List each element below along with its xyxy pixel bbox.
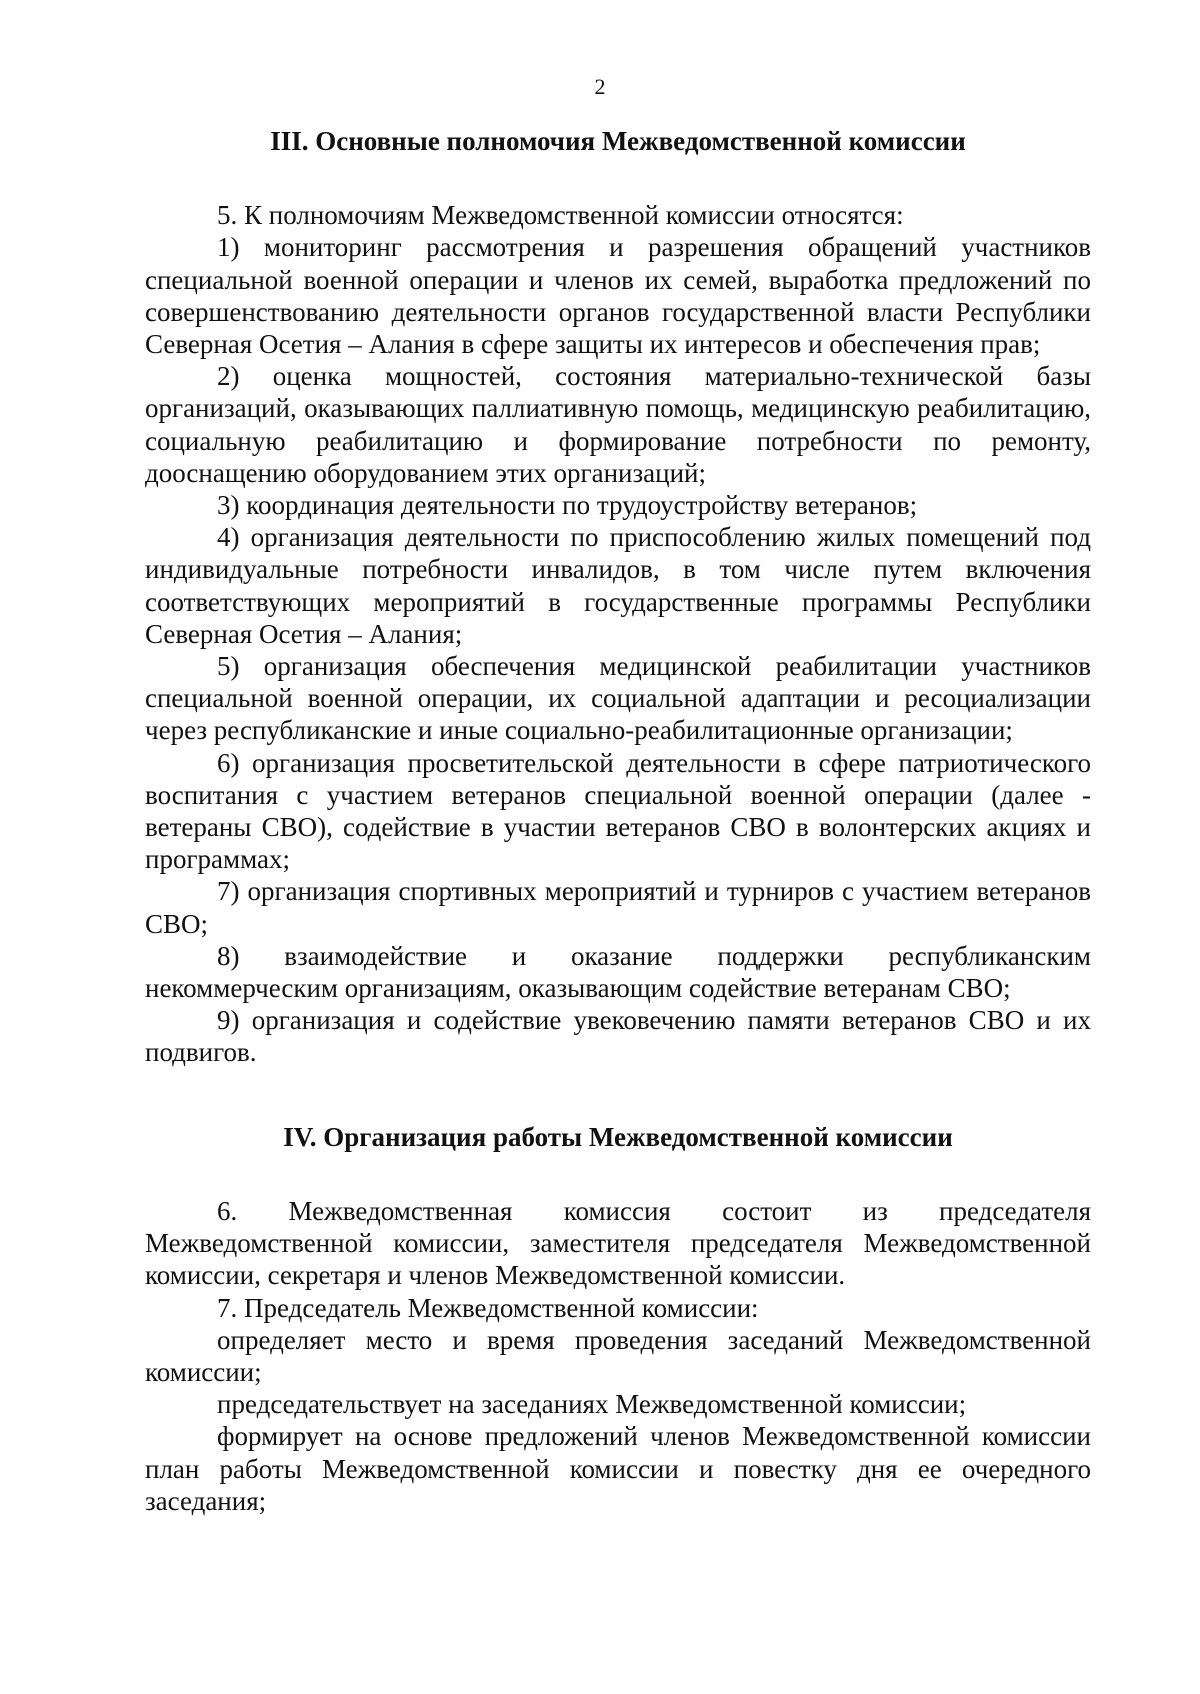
- list-item-powers-6: 6) организация просветительской деятельности в сфере патриотического воспитания с участием ветеранов специальной военной операции (далее - ветераны СВО), содействие в участии ветеранов СВО в волонтерских акциях и программах;: [145, 747, 1091, 875]
- list-item-powers-8: 8) взаимодействие и оказание поддержки республиканским некоммерческим организациям, оказывающим содействие ветеранам СВО;: [145, 940, 1091, 1004]
- list-item-chairman-2: председательствует на заседаниях Межведомственной комиссии;: [217, 1389, 967, 1420]
- list-item-powers-4: 4) организация деятельности по приспособлению жилых помещений под индивидуальные потребности инвалидов, в том числе путем включения соответствующих мероприятий в государственные программы Республики Северная Осетия – Алания;: [145, 522, 1091, 649]
- list-item-powers-1: 1) мониторинг рассмотрения и разрешения обращений участников специальной военной операции и членов их семей, выработка предложений по совершенствованию деятельности органов государственной власти Республики Северная Осетия – Алания в сфере защиты их интересов и обеспечения прав;: [145, 232, 1091, 360]
- section-heading-organization: IV. Организация работы Межведомственной комиссии: [283, 1121, 953, 1152]
- paragraph-chairman-intro: 7. Председатель Межведомственной комиссии:: [217, 1292, 759, 1323]
- list-item-powers-5: 5) организация обеспечения медицинской реабилитации участников специальной военной операции, их социальной адаптации и ресоциализации через республиканские и иные социально-реабилитационные организации;: [145, 651, 1091, 746]
- list-item-powers-7: 7) организация спортивных мероприятий и турниров с участием ветеранов СВО;: [145, 876, 1091, 939]
- paragraph-composition: 6. Межведомственная комиссия состоит из председателя Межведомственной комиссии, заместителя председателя Межведомственной комиссии, секретаря и членов Межведомственной комиссии.: [145, 1195, 1091, 1291]
- list-item-powers-9: 9) организация и содействие увековечению памяти ветеранов СВО и их подвигов.: [145, 1005, 1091, 1068]
- list-item-chairman-3: формирует на основе предложений членов Межведомственной комиссии план работы Межведомственной комиссии и повестку дня ее очередного заседания;: [145, 1421, 1091, 1516]
- page-number: 2: [594, 74, 606, 99]
- paragraph-powers-intro: 5. К полномочиям Межведомственной комиссии относятся:: [217, 200, 904, 231]
- list-item-powers-2: 2) оценка мощностей, состояния материально-технической базы организаций, оказывающих паллиативную помощь, медицинскую реабилитацию, социальную реабилитацию и формирование потребности по ремонту, дооснащению оборудованием этих организаций;: [145, 361, 1091, 488]
- section-heading-powers: III. Основные полномочия Межведомственной комиссии: [270, 126, 966, 156]
- document-body: [145, 125, 1091, 1517]
- list-item-chairman-1: определяет место и время проведения заседаний Межведомственной комиссии;: [145, 1324, 1091, 1387]
- list-item-powers-3: 3) координация деятельности по трудоустройству ветеранов;: [217, 490, 918, 521]
